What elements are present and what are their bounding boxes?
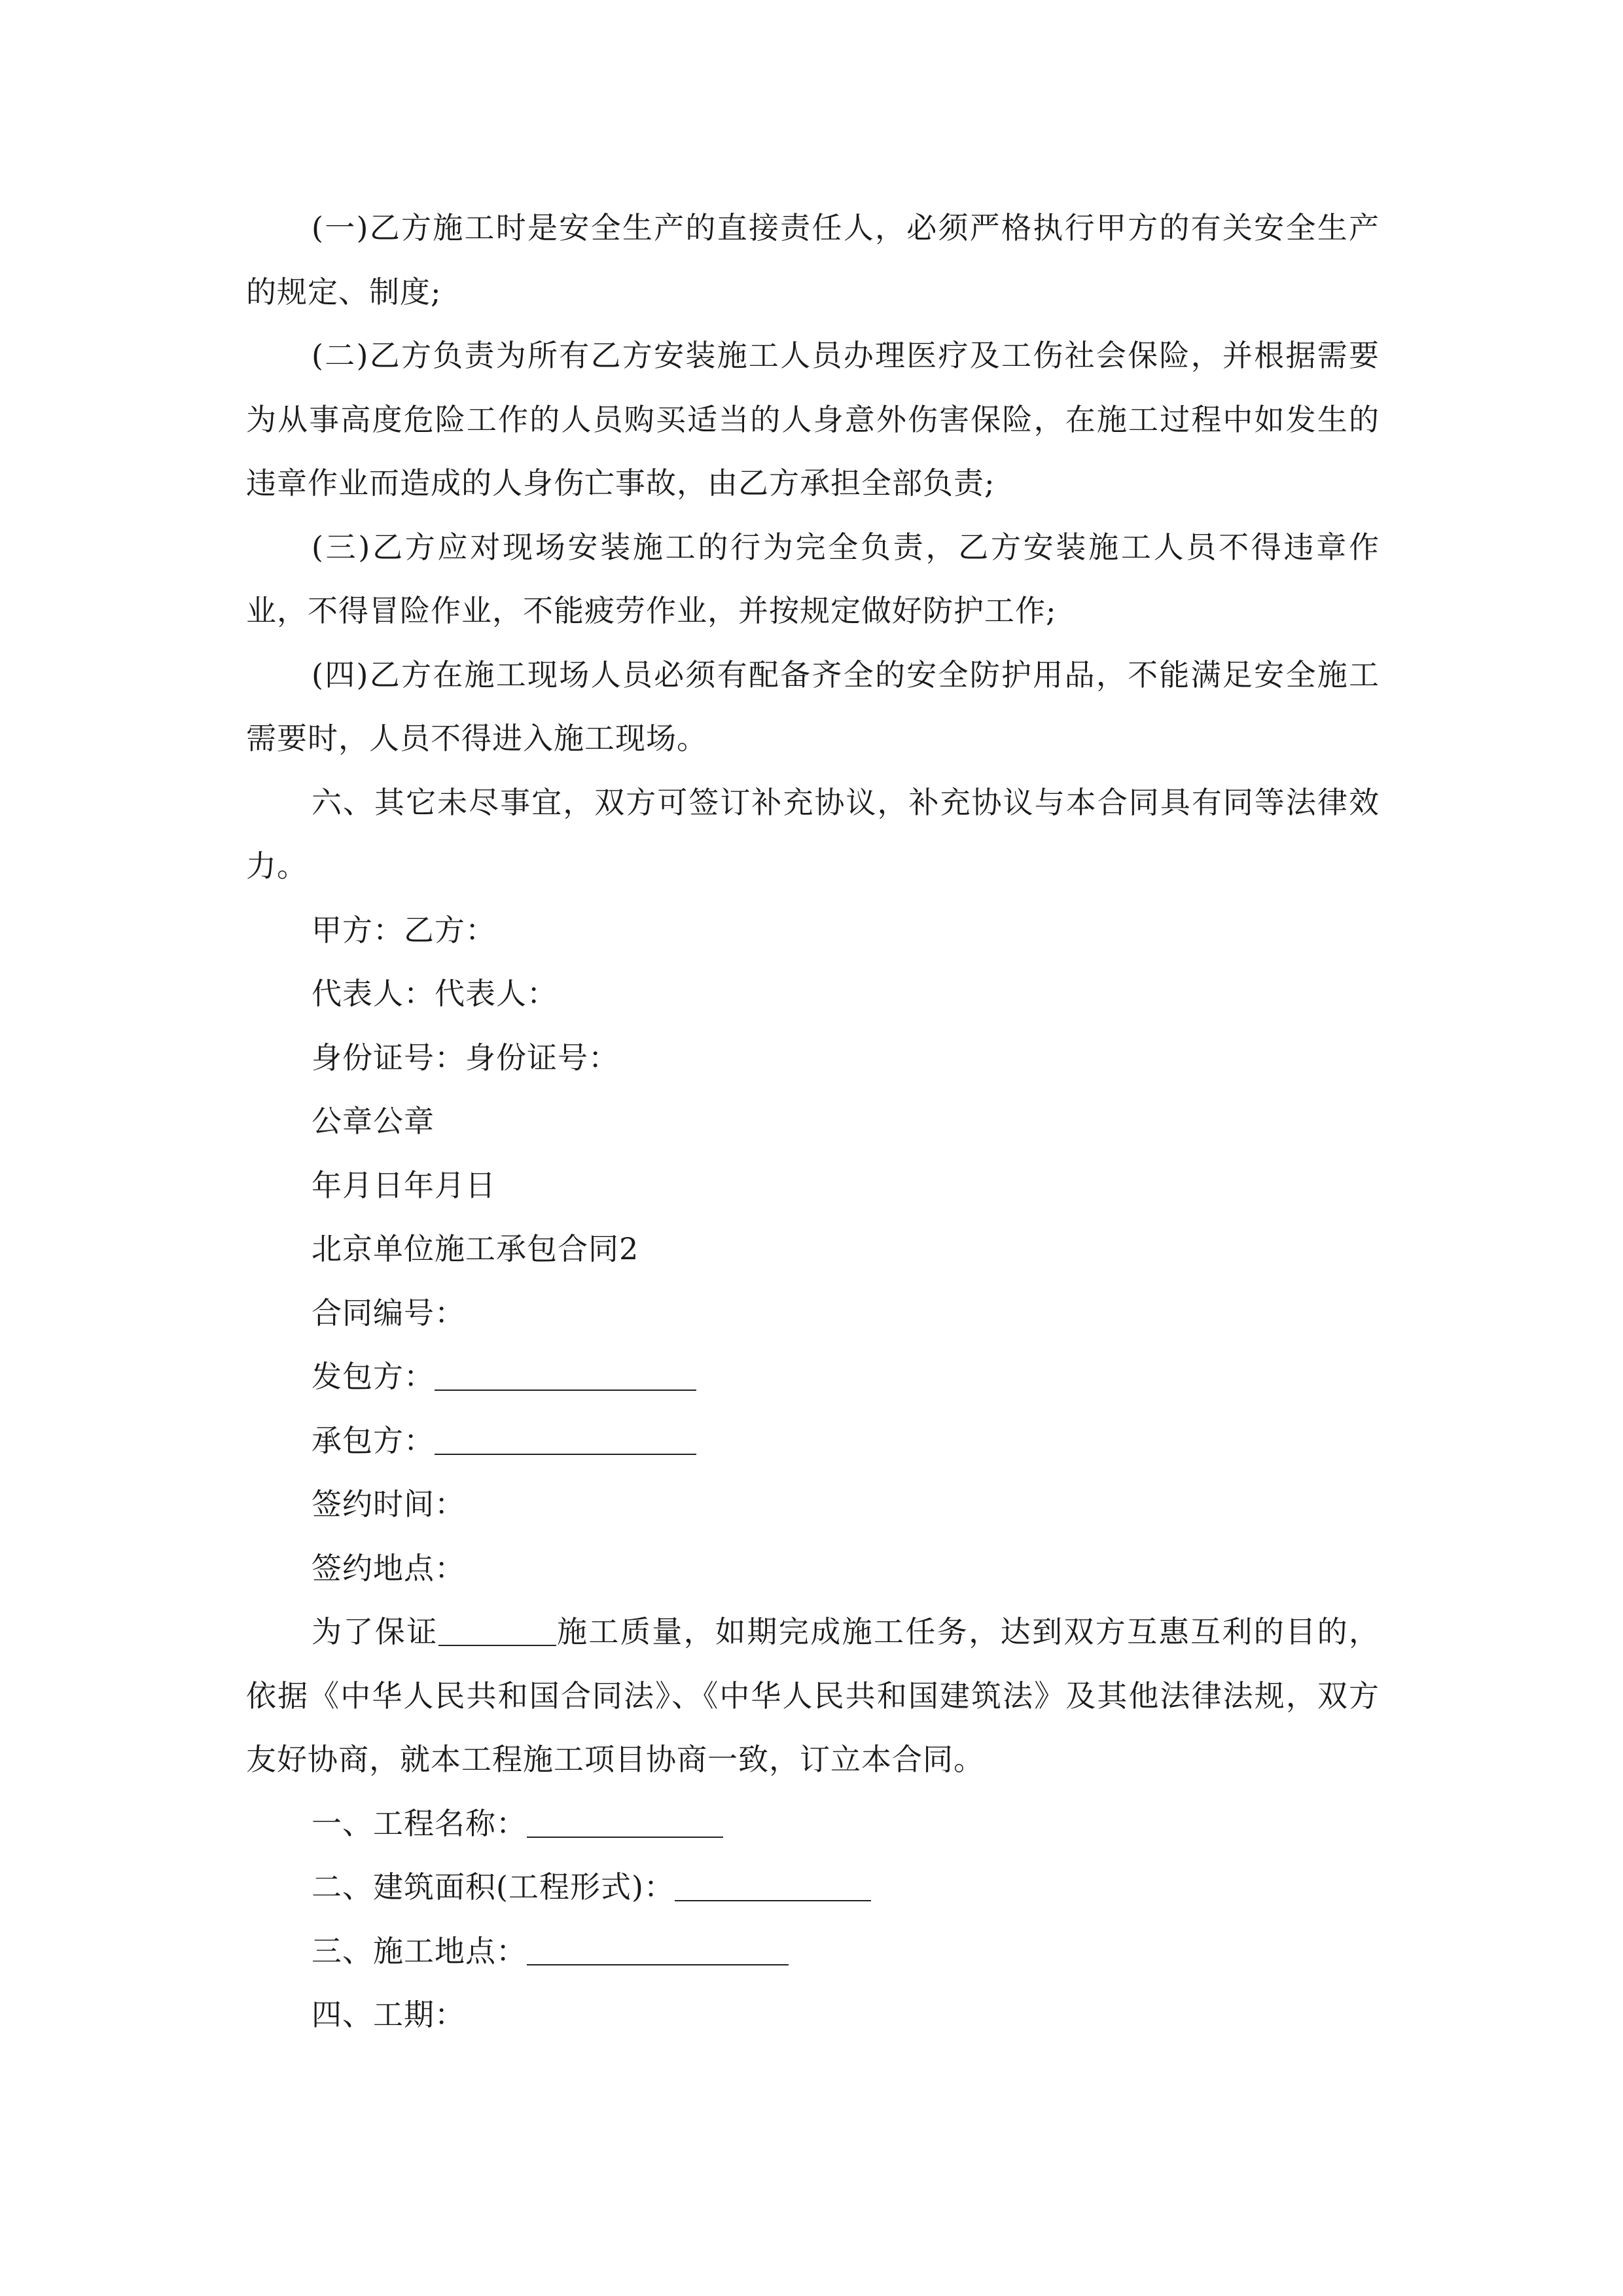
item1-blank xyxy=(527,1806,723,1838)
item3-blank xyxy=(527,1934,789,1965)
paragraph-clause-6: 六、其它未尽事宜，双方可签订补充协议，补充协议与本合同具有同等法律效力。 xyxy=(246,784,1380,884)
intro-blank xyxy=(438,1615,556,1646)
contract2-item-3 xyxy=(246,1920,1380,1984)
contract2-sign-place: 签约地点： xyxy=(312,1550,465,1586)
item2-blank xyxy=(675,1870,871,1901)
contract2-item-1 xyxy=(246,1792,1380,1856)
intro-after: 施工质量，如期完成施工任务，达到双方互惠互利的目的，依据《中华人民共和国合同法》、《中华人民共和国建筑法》及其他法律法规，双方友好协商，就本工程施工项目协商一致，订立本合同。 xyxy=(246,1614,1380,1777)
document-page xyxy=(246,196,1380,2047)
paragraph-safety-4: (四)乙方在施工现场人员必须有配备齐全的安全防护用品，不能满足安全施工需要时，人员不得进入施工现场。 xyxy=(246,656,1380,756)
signature-id-numbers: 身份证号：身份证号： xyxy=(312,1039,619,1075)
contract2-intro xyxy=(246,1600,1380,1792)
employer-label: 发包方： xyxy=(312,1359,435,1394)
paragraph-safety-1: (一)乙方施工时是安全生产的直接责任人，必须严格执行甲方的有关安全生产的规定、制度; xyxy=(246,210,1380,310)
contractor-blank xyxy=(435,1424,696,1455)
contractor-label: 承包方： xyxy=(312,1422,435,1458)
item3-label: 三、施工地点： xyxy=(312,1933,527,1969)
employer-blank xyxy=(435,1359,696,1391)
contract2-item-2 xyxy=(246,1856,1380,1920)
intro-before: 为了保证 xyxy=(312,1614,438,1649)
contract2-item-4: 四、工期： xyxy=(312,1997,465,2032)
contract2-employer xyxy=(246,1345,1380,1409)
signature-representatives: 代表人：代表人： xyxy=(312,976,558,1011)
contract2-contractor xyxy=(246,1409,1380,1473)
paragraph-safety-2: (二)乙方负责为所有乙方安装施工人员办理医疗及工伤社会保险，并根据需要为从事高度危险工作的人员购买适当的人身意外伤害保险，在施工过程中如发生的违章作业而造成的人身伤亡事故，由乙方承担全部负责; xyxy=(246,338,1380,501)
paragraph-safety-3: (三)乙方应对现场安装施工的行为完全负责，乙方安装施工人员不得违章作业，不得冒险作业，不能疲劳作业，并按规定做好防护工作; xyxy=(246,529,1380,628)
item2-label: 二、建筑面积(工程形式)： xyxy=(312,1869,675,1905)
contract2-title: 北京单位施工承包合同2 xyxy=(312,1231,639,1266)
signature-dates: 年月日年月日 xyxy=(312,1167,496,1203)
signature-parties: 甲方：乙方： xyxy=(312,912,496,948)
signature-seals: 公章公章 xyxy=(312,1103,435,1139)
contract2-number: 合同编号： xyxy=(312,1295,465,1331)
contract2-sign-time: 签约时间： xyxy=(312,1486,465,1522)
item1-label: 一、工程名称： xyxy=(312,1805,527,1841)
